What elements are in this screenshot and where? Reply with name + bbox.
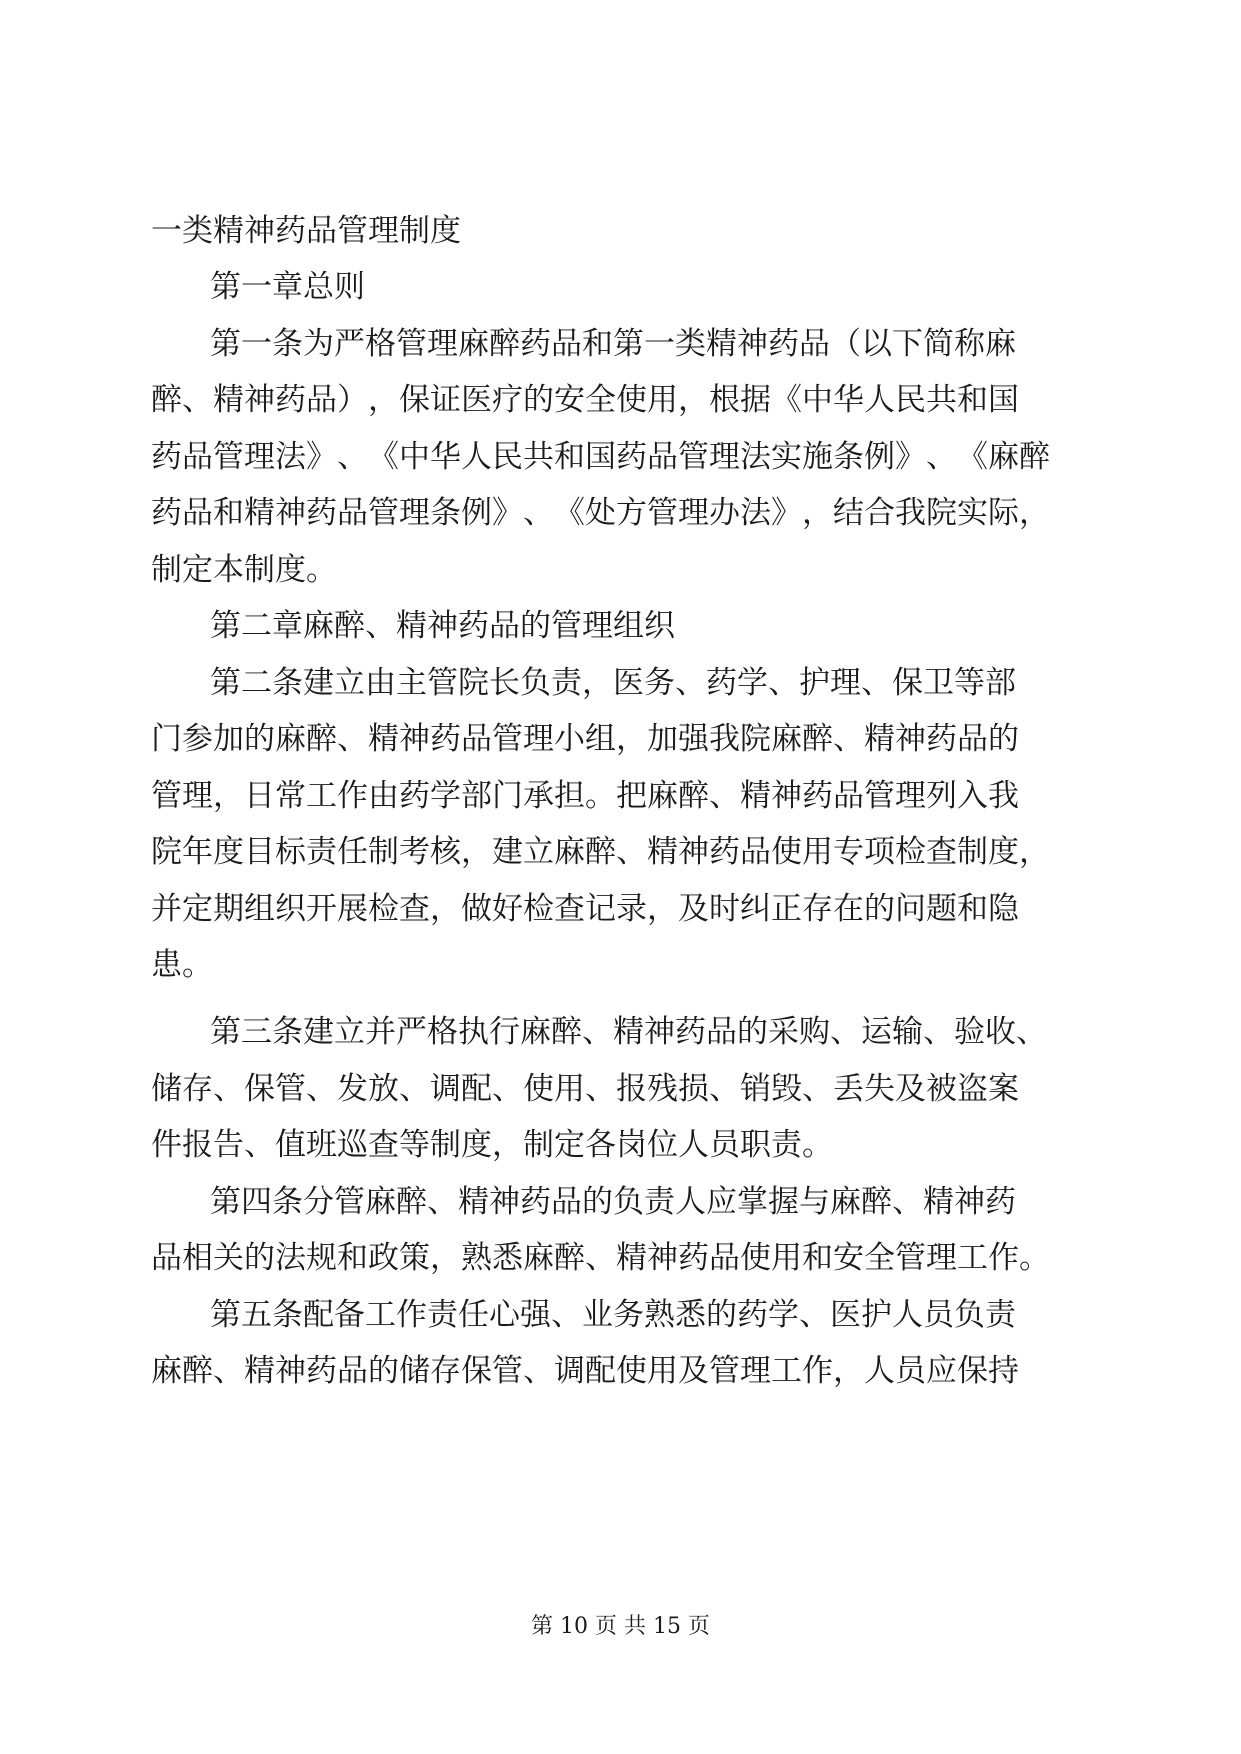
paragraph-line: 第 四 条 分 管 麻 醉 、 精 神 药 品 的 负 责 人 应 掌 握 与 麻 醉 、 精 神 药 <box>210 1184 1016 1220</box>
chapter-heading: 第一章总则 <box>210 269 365 305</box>
paragraph-line: 储 存 、 保 管 、 发 放 、 调 配 、 使 用 、 报 残 损 、 销 毁 、 丢 失 及 被 盗 案 <box>151 1071 1019 1107</box>
paragraph-line: 制定本制度。 <box>151 552 337 588</box>
paragraph-line: 患。 <box>151 947 213 983</box>
paragraph-line: 门 参 加 的 麻 醉 、 精 神 药 品 管 理 小 组 ， 加 强 我 院 麻 醉 、 精 神 药 品 的 <box>151 721 1019 757</box>
paragraph-line: 第 五 条 配 备 工 作 责 任 心 强 、 业 务 熟 悉 的 药 学 、 医 护 人 员 负 责 <box>210 1297 1016 1333</box>
paragraph-line: 管 理 ， 日 常 工 作 由 药 学 部 门 承 担 。 把 麻 醉 、 精 神 药 品 管 理 列 入 我 <box>151 778 1019 814</box>
paragraph-line: 第 二 条 建 立 由 主 管 院 长 负 责 ， 医 务 、 药 学 、 护 理 、 保 卫 等 部 <box>210 665 1016 701</box>
paragraph-line: 第 三 条 建 立 并 严 格 执 行 麻 醉 、 精 神 药 品 的 采 购 、 运 输 、 验 收 、 <box>210 1014 1047 1050</box>
page-number: 第 10 页 共 15 页 <box>531 1614 710 1639</box>
paragraph-line: 醉 、 精 神 药 品 ） ， 保 证 医 疗 的 安 全 使 用 ， 根 据 《 中 华 人 民 共 和 国 <box>151 382 1019 418</box>
paragraph-line: 麻 醉 、 精 神 药 品 的 储 存 保 管 、 调 配 使 用 及 管 理 工 作 ， 人 员 应 保 持 <box>151 1353 1019 1389</box>
document-title: 一类精神药品管理制度 <box>151 213 461 249</box>
paragraph-line: 院 年 度 目 标 责 任 制 考 核 ， 建 立 麻 醉 、 精 神 药 品 使 用 专 项 检 查 制 度 ， <box>151 834 1050 870</box>
paragraph-line: 品 相 关 的 法 规 和 政 策 ， 熟 悉 麻 醉 、 精 神 药 品 使 用 和 安 全 管 理 工 作 。 <box>151 1240 1050 1276</box>
paragraph-line: 第 一 条 为 严 格 管 理 麻 醉 药 品 和 第 一 类 精 神 药 品 （ 以 下 简 称 麻 <box>210 326 1016 362</box>
paragraph-line: 并 定 期 组 织 开 展 检 查 ， 做 好 检 查 记 录 ， 及 时 纠 正 存 在 的 问 题 和 隐 <box>151 891 1019 927</box>
paragraph-line: 药 品 管 理 法 》 、 《 中 华 人 民 共 和 国 药 品 管 理 法 实 施 条 例 》 、 《 麻 醉 <box>151 439 1050 475</box>
paragraph-line: 件报告、值班巡查等制度，制定各岗位人员职责。 <box>151 1127 833 1163</box>
paragraph-line: 药 品 和 精 神 药 品 管 理 条 例 》 、 《 处 方 管 理 办 法 》 ， 结 合 我 院 实 际 ， <box>151 495 1050 531</box>
chapter-heading: 第二章麻醉、精神药品的管理组织 <box>210 608 675 644</box>
